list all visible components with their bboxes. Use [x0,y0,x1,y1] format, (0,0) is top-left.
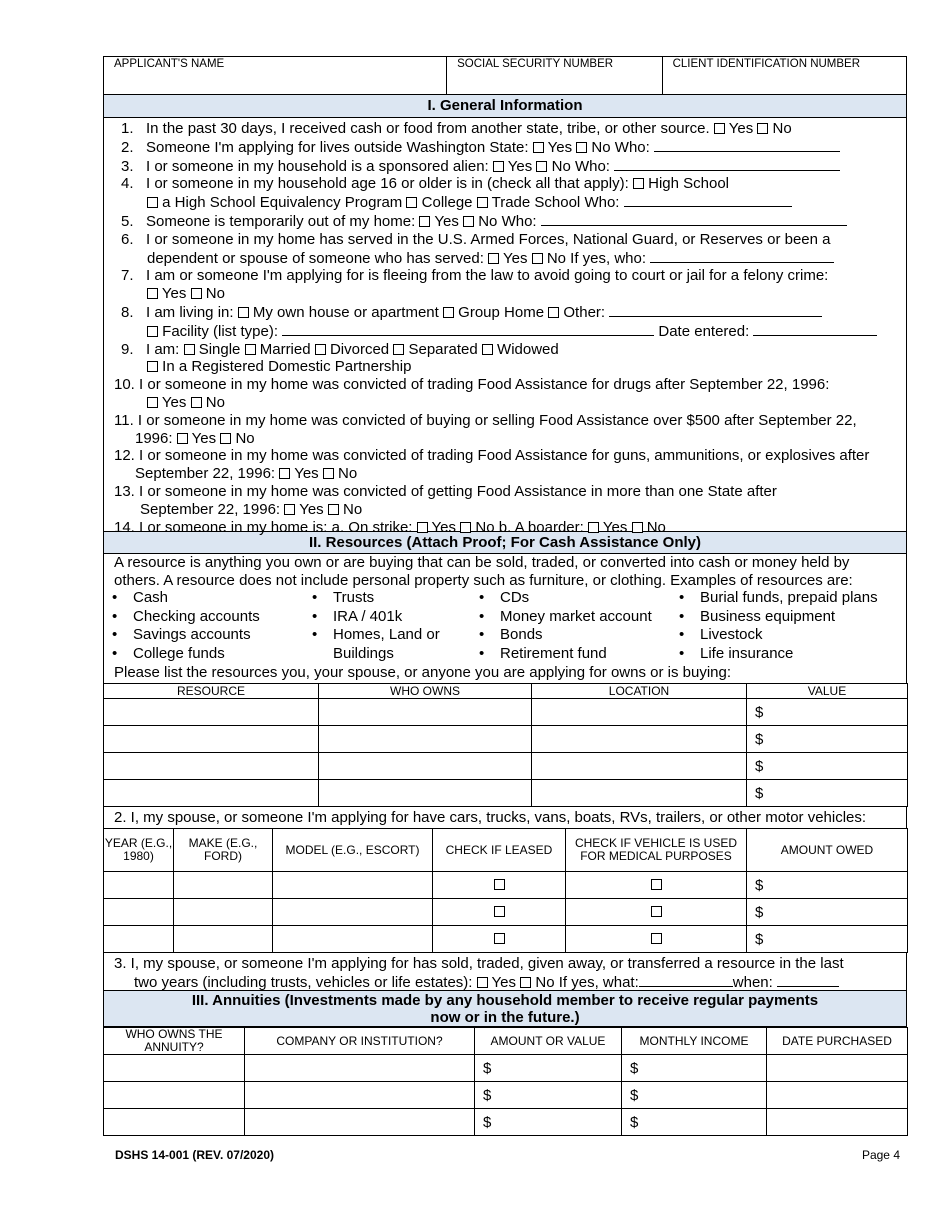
medical-col-header: CHECK IF VEHICLE IS USED FOR MEDICAL PURPOSES [566,829,747,872]
table-row [104,872,908,899]
owner-cell[interactable] [104,1082,245,1109]
q2-yes-checkbox[interactable] [533,142,544,153]
q8-own-house-checkbox[interactable] [238,307,249,318]
q12-no-checkbox[interactable] [323,468,334,479]
q9-widowed-checkbox[interactable] [482,344,493,355]
section-3-title-line-2: now or in the future.) [430,1009,580,1026]
company-cell[interactable] [245,1055,475,1082]
applicant-name-label: APPLICANT'S NAME [114,58,225,70]
q8-facility-checkbox[interactable] [147,326,158,337]
question-4-cont: a High School Equivalency Program College Trade School Who: [114,193,906,212]
vehicles-question: 2. I, my spouse, or someone I'm applying for have cars, trucks, vans, boats, RVs, trailers, or other motor vehicles: [103,807,907,828]
client-id-field[interactable] [662,57,906,94]
value-cell[interactable]: $ [747,753,908,780]
q1-yes-checkbox[interactable] [714,123,725,134]
section-2-title: II. Resources (Attach Proof; For Cash Assistance Only) [103,531,907,554]
monthly-income-cell[interactable]: $ [622,1082,767,1109]
who-owns-cell[interactable] [319,753,532,780]
year-col-header: YEAR (E.G., 1980) [104,829,174,872]
who-owns-cell[interactable] [319,780,532,807]
examples-col-2 [308,589,475,663]
question-6: 6. I or someone in my home has served in the U.S. Armed Forces, National Guard, or Reserves or been a [121,230,831,248]
medical-checkbox[interactable] [651,933,662,944]
transfer-question [103,953,907,990]
resource-cell[interactable] [104,726,319,753]
amount-cell[interactable]: $ [475,1082,622,1109]
resource-cell[interactable] [104,780,319,807]
section-1-title: I. General Information [103,95,907,118]
location-cell[interactable] [532,726,747,753]
question-6-cont: dependent or spouse of someone who has served: Yes No If yes, who: [114,249,906,268]
year-cell[interactable] [104,926,174,953]
resource-col-header: RESOURCE [104,684,319,699]
q5-no-checkbox[interactable] [463,216,474,227]
question-7-cont: Yes No [114,285,906,303]
question-11-cont: 1996: Yes No [135,429,255,447]
amount-col-header: AMOUNT OR VALUE [475,1028,622,1055]
question-13: 13. I or someone in my home was convicted of getting Food Assistance in more than one State after [114,482,777,500]
q13-yes-checkbox[interactable] [284,504,295,515]
year-cell[interactable] [104,872,174,899]
company-col-header: COMPANY OR INSTITUTION? [245,1028,475,1055]
question-10: 10. I or someone in my home was convicted of trading Food Assistance for drugs after September 22, 1996: [114,376,830,394]
medical-checkbox[interactable] [651,879,662,890]
q2-no-checkbox[interactable] [576,142,587,153]
example-item: • College funds [108,645,308,664]
question-7: 7. I am or someone I'm applying for is fleeing from the law to avoid going to court or jail for a felony crime: [121,267,829,285]
amount-cell[interactable]: $ [475,1055,622,1082]
example-item: • Money market account [475,608,675,627]
amount-owed-col-header: AMOUNT OWED [747,829,908,872]
q4-who-field[interactable] [624,193,792,207]
who-owns-col-header: WHO OWNS [319,684,532,699]
q8-other-checkbox[interactable] [548,307,559,318]
who-owns-cell[interactable] [319,726,532,753]
resource-examples [103,589,907,683]
q9-separated-checkbox[interactable] [393,344,404,355]
q2-who-field[interactable] [654,138,840,152]
examples-col-4 [675,589,905,663]
q4-trade-school-checkbox[interactable] [477,197,488,208]
q3-who-field[interactable] [614,157,840,171]
make-cell[interactable] [174,926,273,953]
example-item: • Savings accounts [108,626,308,645]
question-14: 14. I or someone in my home is: a. On strike: Yes No b. A boarder: Yes No [114,518,666,536]
example-item: • Retirement fund [475,645,675,664]
table-row [104,1109,908,1136]
client-id-label: CLIENT IDENTIFICATION NUMBER [672,58,861,70]
value-cell[interactable]: $ [747,780,908,807]
example-item: • Burial funds, prepaid plans [675,589,905,608]
q3-yes-checkbox[interactable] [493,161,504,172]
question-10-cont: Yes No [114,394,906,412]
value-cell[interactable]: $ [747,699,908,726]
value-col-header: VALUE [747,684,908,699]
owner-cell[interactable] [104,1109,245,1136]
q8-date-field[interactable] [753,322,877,336]
page-number: Page 4 [861,1148,900,1162]
table-row [104,1055,908,1082]
q1-no-checkbox[interactable] [757,123,768,134]
table-row [104,780,908,807]
leased-checkbox[interactable] [494,879,505,890]
year-cell[interactable] [104,899,174,926]
example-item: • Checking accounts [108,608,308,627]
q10-no-checkbox[interactable] [191,397,202,408]
question-12-cont: September 22, 1996: Yes No [135,465,358,483]
q3-what-field[interactable] [639,973,733,987]
q10-yes-checkbox[interactable] [147,397,158,408]
leased-col-header: CHECK IF LEASED [433,829,566,872]
example-item: • Business equipment [675,608,905,627]
example-item: • IRA / 401k [308,608,475,627]
question-8-cont: Facility (list type): Date entered: [114,322,906,341]
question-4: 4. I or someone in my household age 16 or older is in (check all that apply): High School [121,175,729,193]
section-1-body [103,118,907,536]
question-8: 8. I am living in: My own house or apartment Group Home Other: [114,303,906,322]
q8-facility-field[interactable] [282,322,654,336]
q11-no-checkbox[interactable] [220,433,231,444]
table-row [104,926,908,953]
question-9-cont: In a Registered Domestic Partnership [114,358,906,376]
q3-no-checkbox[interactable] [536,161,547,172]
q6-no-checkbox[interactable] [532,253,543,264]
example-item: • CDs [475,589,675,608]
question-1: 1. In the past 30 days, I received cash or food from another state, tribe, or other source. Yes No [121,120,792,137]
table-row [104,699,908,726]
q4-college-checkbox[interactable] [406,197,417,208]
date-purchased-col-header: DATE PURCHASED [767,1028,908,1055]
q3-when-field[interactable] [777,973,839,987]
model-cell[interactable] [273,872,433,899]
q7-no-checkbox[interactable] [191,288,202,299]
leased-checkbox[interactable] [494,933,505,944]
make-cell[interactable] [174,899,273,926]
question-2: 2. Someone I'm applying for lives outside Washington State: Yes No Who: [114,138,906,157]
q8-group-home-checkbox[interactable] [443,307,454,318]
amount-owed-cell[interactable]: $ [747,899,908,926]
q4-hsep-checkbox[interactable] [147,197,158,208]
q9-rdp-checkbox[interactable] [147,361,158,372]
resource-cell[interactable] [104,699,319,726]
q6-yes-checkbox[interactable] [488,253,499,264]
resources-list-prompt: Please list the resources you, your spouse, or anyone you are applying for owns or is buying: [114,664,732,681]
q9-single-checkbox[interactable] [184,344,195,355]
question-12: 12. I or someone in my home was convicted of trading Food Assistance for guns, ammunitions, or explosives after [114,447,870,465]
medical-checkbox[interactable] [651,906,662,917]
who-owns-cell[interactable] [319,699,532,726]
question-11: 11. I or someone in my home was convicted of buying or selling Food Assistance over $500 after September 22, [114,411,857,429]
make-col-header: MAKE (E.G., FORD) [174,829,273,872]
leased-checkbox[interactable] [494,906,505,917]
ssn-label: SOCIAL SECURITY NUMBER [457,58,614,70]
annuity-owner-col-header: WHO OWNS THE ANNUITY? [104,1028,245,1055]
form-id: DSHS 14-001 (REV. 07/2020) [115,1148,274,1162]
q5-who-field[interactable] [541,212,847,226]
q8-other-field[interactable] [609,303,822,317]
example-item: • Livestock [675,626,905,645]
section-2-intro [103,554,907,589]
examples-col-3 [475,589,675,663]
section-3-title-line-1: III. Annuities (Investments made by any household member to receive regular payments [191,992,819,1009]
q13-no-checkbox[interactable] [328,504,339,515]
q12-yes-checkbox[interactable] [279,468,290,479]
value-cell[interactable]: $ [747,726,908,753]
monthly-income-cell[interactable]: $ [622,1109,767,1136]
example-item: • Life insurance [675,645,905,664]
table-row [104,726,908,753]
q3-transfer-no-checkbox[interactable] [520,977,531,988]
examples-col-1 [108,589,308,663]
model-cell[interactable] [273,899,433,926]
resources-intro-line-1: A resource is anything you own or are buying that can be sold, traded, or converted into cash or money held by [114,554,850,571]
q7-yes-checkbox[interactable] [147,288,158,299]
location-cell[interactable] [532,699,747,726]
amount-owed-cell[interactable]: $ [747,872,908,899]
vehicles-table [103,828,908,953]
q6-who-field[interactable] [650,249,834,263]
resource-cell[interactable] [104,753,319,780]
q14-boarder-yes-checkbox[interactable] [588,522,599,533]
company-cell[interactable] [245,1109,475,1136]
q5-yes-checkbox[interactable] [419,216,430,227]
q14-strike-yes-checkbox[interactable] [417,522,428,533]
q9-married-checkbox[interactable] [245,344,256,355]
date-purchased-cell[interactable] [767,1109,908,1136]
date-purchased-cell[interactable] [767,1082,908,1109]
example-item: • Cash [108,589,308,608]
location-col-header: LOCATION [532,684,747,699]
table-row [104,753,908,780]
question-3: 3. I or someone in my household is a sponsored alien: Yes No Who: [114,157,906,176]
model-col-header: MODEL (E.G., ESCORT) [273,829,433,872]
date-purchased-cell[interactable] [767,1055,908,1082]
location-cell[interactable] [532,753,747,780]
resources-table [103,683,908,807]
table-row [104,899,908,926]
owner-cell[interactable] [104,1055,245,1082]
make-cell[interactable] [174,872,273,899]
location-cell[interactable] [532,780,747,807]
amount-cell[interactable]: $ [475,1109,622,1136]
example-item: • Bonds [475,626,675,645]
transfer-question-line-2: two years (including trusts, vehicles or life estates): Yes No If yes, what: when: [114,973,906,992]
q4-high-school-checkbox[interactable] [633,178,644,189]
resources-intro-line-2: others. A resource does not include personal property such as furniture, or clothing. Examples of resources are: [114,571,853,589]
form-page [103,56,907,1136]
section-3-title [103,990,907,1027]
applicant-name-field[interactable] [104,57,446,94]
company-cell[interactable] [245,1082,475,1109]
example-item: Buildings [333,644,394,662]
annuities-table [103,1027,908,1136]
q11-yes-checkbox[interactable] [177,433,188,444]
question-5: 5. Someone is temporarily out of my home: Yes No Who: [114,212,906,231]
model-cell[interactable] [273,926,433,953]
monthly-income-cell[interactable]: $ [622,1055,767,1082]
q3-transfer-yes-checkbox[interactable] [477,977,488,988]
question-13-cont: September 22, 1996: Yes No [140,500,363,518]
example-item: • Trusts [308,589,475,608]
q14-strike-no-checkbox[interactable] [460,522,471,533]
q14-boarder-no-checkbox[interactable] [632,522,643,533]
applicant-header-row [103,56,907,95]
question-9: 9. I am: Single Married Divorced Separated Widowed [121,340,559,358]
amount-owed-cell[interactable]: $ [747,926,908,953]
example-item: • Homes, Land or [308,626,475,645]
ssn-field[interactable] [446,57,661,94]
monthly-income-col-header: MONTHLY INCOME [622,1028,767,1055]
table-row [104,1082,908,1109]
q9-divorced-checkbox[interactable] [315,344,326,355]
transfer-question-line-1: 3. I, my spouse, or someone I'm applying for has sold, traded, given away, or transferred a resource in the last [114,955,844,972]
